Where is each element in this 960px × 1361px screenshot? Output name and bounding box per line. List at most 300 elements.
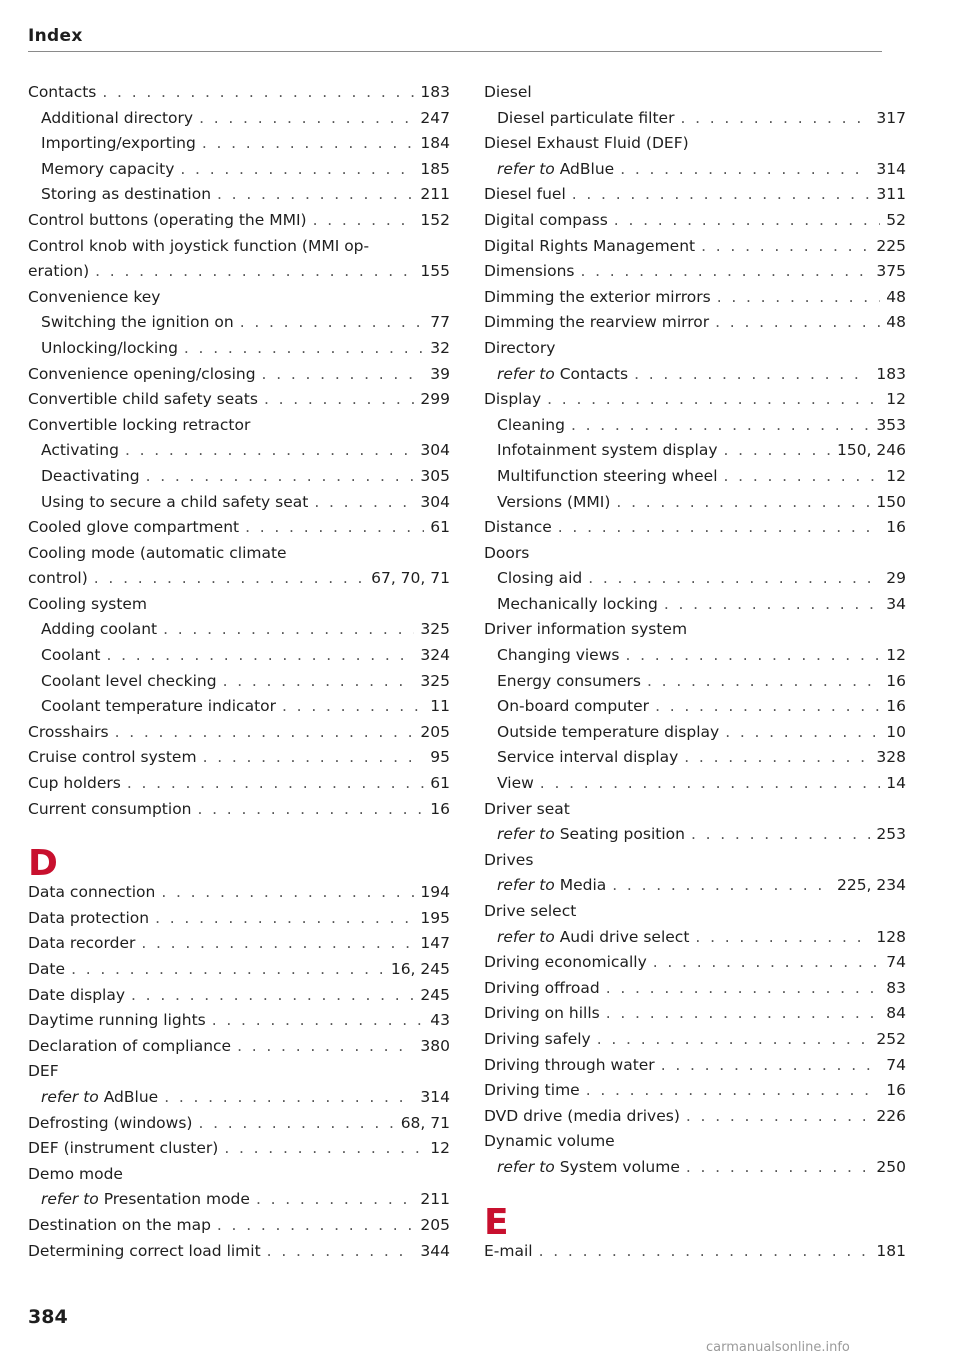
index-entry — [28, 771, 450, 797]
index-subentry — [484, 643, 906, 669]
index-entry — [28, 797, 450, 823]
entry-page-ref: 84 — [886, 1004, 906, 1023]
entry-text: Current consumption — [28, 799, 192, 818]
dot-leader — [588, 566, 880, 592]
entry-page-ref: 61 — [430, 774, 450, 793]
dot-leader — [684, 745, 870, 771]
entry-text: Coolant — [41, 646, 101, 665]
entry-page-ref: 52 — [886, 210, 906, 229]
entry-text: AdBlue — [103, 1087, 159, 1106]
entry-label — [484, 950, 647, 976]
entry-page-ref: 314 — [420, 1087, 450, 1106]
index-entry — [484, 1001, 906, 1027]
entry-page-ref: 74 — [886, 953, 906, 972]
dot-leader — [198, 797, 425, 823]
dot-leader — [724, 438, 831, 464]
entry-text: Data protection — [28, 908, 150, 927]
dot-leader — [558, 515, 880, 541]
dot-leader — [634, 362, 870, 388]
index-heading: Doors — [484, 543, 530, 562]
dot-leader — [180, 157, 414, 183]
dot-leader — [102, 80, 414, 106]
entry-text: On-board computer — [497, 697, 650, 716]
entry-label — [28, 745, 197, 771]
entry-text: Date display — [28, 985, 126, 1004]
entry-page-ref: 43 — [430, 1011, 450, 1030]
entry-text: Control buttons (operating the MMI) — [28, 210, 307, 229]
entry-page-ref: 195 — [420, 908, 450, 927]
index-heading: Directory — [484, 338, 556, 357]
index-heading: Dynamic volume — [484, 1132, 615, 1151]
index-entry — [28, 208, 450, 234]
index-subentry — [28, 157, 450, 183]
entry-text: Driving offroad — [484, 978, 600, 997]
entry-label — [41, 669, 217, 695]
dot-leader — [163, 617, 414, 643]
dot-leader — [202, 131, 415, 157]
entry-page-ref: 16, 245 — [390, 960, 450, 978]
entry-page-ref: 211 — [420, 1190, 450, 1209]
dot-leader — [217, 1213, 415, 1239]
entry-page-ref: 39 — [430, 364, 450, 383]
entry-text: Mechanically locking — [497, 594, 658, 613]
entry-page-ref: 10 — [886, 722, 906, 741]
entry-text: Defrosting (windows) — [28, 1113, 193, 1132]
index-entry — [484, 950, 906, 976]
entry-page-ref: 12 — [430, 1139, 450, 1158]
entry-text: Activating — [41, 441, 119, 460]
dot-leader — [616, 490, 870, 516]
index-subentry — [28, 336, 450, 362]
entry-text: control) — [28, 569, 88, 588]
dot-leader — [212, 1008, 425, 1034]
index-entry — [28, 931, 450, 957]
entry-page-ref: 183 — [420, 83, 450, 101]
entry-label — [484, 1027, 591, 1053]
entry-text: Data recorder — [28, 934, 136, 953]
index-subentry — [484, 771, 906, 797]
index-heading: Cooling system — [28, 594, 148, 613]
entry-text: Additional directory — [41, 108, 194, 127]
entry-page-ref: 16 — [886, 518, 906, 537]
dot-leader — [314, 490, 414, 516]
index-entry — [484, 234, 906, 260]
dot-leader — [701, 234, 870, 260]
dot-leader — [661, 1053, 881, 1079]
entry-text: Dimensions — [484, 262, 575, 281]
entry-label — [28, 983, 125, 1009]
entry-text: Presentation mode — [103, 1190, 250, 1209]
index-subentry — [484, 464, 906, 490]
entry-text: Unlocking/locking — [41, 338, 178, 357]
entry-text: Display — [484, 390, 542, 409]
index-subentry — [484, 566, 906, 592]
entry-label — [484, 310, 709, 336]
entry-text: Diesel fuel — [484, 185, 566, 204]
entry-text: Data connection — [28, 883, 156, 902]
entry-text: Coolant temperature indicator — [41, 697, 277, 716]
entry-label — [497, 822, 685, 848]
entry-label — [484, 234, 695, 260]
entry-text: Cooled glove compartment — [28, 518, 240, 537]
entry-text: Digital compass — [484, 210, 608, 229]
dot-leader — [686, 1155, 871, 1181]
entry-label — [484, 515, 552, 541]
entry-page-ref: 328 — [876, 748, 906, 767]
entry-page-ref: 11 — [430, 697, 450, 716]
entry-text: DVD drive (media drives) — [484, 1106, 680, 1125]
entry-label — [28, 566, 88, 592]
entry-text: Changing views — [497, 646, 620, 665]
entry-page-ref: 34 — [886, 594, 906, 613]
dot-leader — [256, 1187, 414, 1213]
index-subentry — [484, 413, 906, 439]
entry-page-ref: 344 — [420, 1241, 450, 1260]
index-heading: DEF — [28, 1062, 59, 1081]
entry-label — [28, 720, 109, 746]
entry-page-ref: 194 — [420, 883, 450, 902]
entry-text: Diesel particulate filter — [497, 108, 675, 127]
index-heading: Driver information system — [484, 620, 688, 639]
index-entry — [484, 1027, 906, 1053]
index-entry — [484, 208, 906, 234]
dot-leader — [717, 285, 881, 311]
dot-leader — [664, 592, 880, 618]
page-number: 384 — [28, 1306, 68, 1328]
entry-label — [497, 438, 718, 464]
entry-page-ref: 29 — [886, 569, 906, 588]
dot-leader — [164, 1085, 414, 1111]
entry-text: Versions (MMI) — [497, 492, 611, 511]
entry-label — [484, 1078, 580, 1104]
index-subentry — [484, 362, 906, 388]
dot-leader — [655, 694, 880, 720]
entry-text: Driving time — [484, 1081, 580, 1100]
entry-label — [28, 906, 149, 932]
index-subentry — [484, 745, 906, 771]
entry-text: Date — [28, 960, 66, 978]
entry-label — [28, 515, 239, 541]
index-heading: Diesel Exhaust Fluid (DEF) — [484, 134, 689, 153]
entry-text: Closing aid — [497, 569, 583, 588]
index-entry — [28, 1034, 450, 1060]
entry-text: Adding coolant — [41, 620, 158, 639]
index-heading: Control knob with joystick function (MMI op- — [28, 236, 370, 255]
entry-page-ref: 314 — [876, 159, 906, 178]
dot-leader — [125, 438, 414, 464]
entry-page-ref: 32 — [430, 338, 450, 357]
index-heading: Convenience key — [28, 287, 161, 306]
dot-leader — [606, 976, 881, 1002]
index-heading: Driver seat — [484, 799, 570, 818]
entry-page-ref: 245 — [420, 985, 450, 1004]
entry-text: Driving economically — [484, 953, 647, 972]
dot-leader — [94, 566, 365, 592]
refer-to-text: refer to — [497, 876, 555, 895]
entry-text: DEF (instrument cluster) — [28, 1139, 219, 1158]
entry-text: Contacts — [559, 364, 629, 383]
entry-page-ref: 324 — [420, 646, 450, 665]
entry-text: Energy consumers — [497, 671, 642, 690]
entry-label — [497, 720, 719, 746]
dot-leader — [647, 669, 880, 695]
dot-leader — [155, 906, 414, 932]
entry-label — [497, 362, 628, 388]
entry-text: Convenience opening/closing — [28, 364, 256, 383]
refer-to-text: refer to — [41, 1190, 99, 1209]
dot-leader — [141, 931, 414, 957]
entry-text: Contacts — [28, 83, 97, 101]
entry-text: Outside temperature display — [497, 722, 720, 741]
index-entry — [28, 259, 450, 285]
entry-page-ref: 253 — [876, 825, 906, 844]
entry-label — [41, 310, 234, 336]
index-subentry — [28, 617, 450, 643]
entry-label — [41, 438, 119, 464]
entry-label — [497, 1155, 680, 1181]
entry-label — [41, 1187, 250, 1213]
dot-leader — [115, 720, 415, 746]
refer-to-text: refer to — [497, 927, 555, 946]
entry-label — [28, 1034, 231, 1060]
entry-label — [497, 694, 649, 720]
entry-text: Daytime running lights — [28, 1011, 206, 1030]
entry-label — [484, 259, 574, 285]
dot-leader — [620, 157, 870, 183]
entry-text: Cruise control system — [28, 748, 197, 767]
index-subentry — [28, 1187, 450, 1213]
dot-leader — [131, 983, 414, 1009]
index-subentry — [28, 182, 450, 208]
entry-label — [41, 694, 276, 720]
entry-page-ref: 68, 71 — [400, 1113, 450, 1132]
entry-page-ref: 380 — [420, 1036, 450, 1055]
entry-label — [28, 80, 96, 106]
entry-text: Media — [559, 876, 607, 895]
entry-text: Importing/exporting — [41, 134, 196, 153]
dot-leader — [725, 720, 880, 746]
refer-to-text: refer to — [497, 1157, 555, 1176]
page-header-title: Index — [28, 26, 83, 46]
index-heading: Convertible locking retractor — [28, 415, 251, 434]
dot-leader — [614, 208, 880, 234]
index-entry — [28, 745, 450, 771]
entry-text: Driving through water — [484, 1055, 655, 1074]
entry-label — [28, 957, 65, 983]
index-subentry — [484, 157, 906, 183]
dot-leader — [161, 880, 414, 906]
dot-leader — [313, 208, 415, 234]
entry-page-ref: 48 — [886, 287, 906, 306]
entry-label — [484, 976, 600, 1002]
index-subentry — [28, 669, 450, 695]
index-subentry — [484, 669, 906, 695]
index-subentry — [28, 1085, 450, 1111]
entry-text: AdBlue — [559, 159, 615, 178]
index-entry — [28, 566, 450, 592]
index-entry — [484, 387, 906, 413]
entry-page-ref: 95 — [430, 748, 450, 767]
entry-page-ref: 16 — [886, 1081, 906, 1100]
index-subentry — [28, 643, 450, 669]
entry-label — [41, 131, 196, 157]
entry-label — [484, 387, 541, 413]
entry-label — [41, 106, 193, 132]
entry-text: Driving safely — [484, 1029, 591, 1048]
entry-label — [484, 1104, 680, 1130]
index-subentry — [484, 490, 906, 516]
entry-page-ref: 150 — [876, 492, 906, 511]
index-heading: Demo mode — [28, 1164, 123, 1183]
dot-leader — [184, 336, 424, 362]
entry-label — [497, 490, 610, 516]
entry-text: Coolant level checking — [41, 671, 217, 690]
entry-page-ref: 211 — [420, 185, 450, 204]
entry-text: Seating position — [559, 825, 685, 844]
index-entry — [484, 976, 906, 1002]
entry-text: Audi drive select — [559, 927, 690, 946]
entry-text: Storing as destination — [41, 185, 212, 204]
entry-page-ref: 147 — [420, 934, 450, 953]
entry-page-ref: 16 — [886, 697, 906, 716]
section-letter: D — [28, 843, 58, 885]
entry-label — [497, 566, 582, 592]
index-entry — [484, 1053, 906, 1079]
entry-label — [41, 157, 174, 183]
entry-page-ref: 184 — [420, 134, 450, 153]
index-subentry — [484, 720, 906, 746]
index-heading: Drive select — [484, 902, 577, 920]
dot-leader — [597, 1027, 871, 1053]
entry-label — [497, 669, 641, 695]
entry-label — [497, 106, 674, 132]
entry-label — [28, 259, 89, 285]
index-subentry — [28, 694, 450, 720]
entry-label — [28, 1008, 206, 1034]
entry-text: eration) — [28, 262, 90, 281]
index-entry — [484, 1239, 906, 1265]
index-entry — [28, 880, 450, 906]
entry-page-ref: 375 — [876, 262, 906, 281]
entry-page-ref: 181 — [876, 1241, 906, 1260]
entry-text: E-mail — [484, 1241, 533, 1260]
index-entry — [28, 1111, 450, 1137]
entry-text: Multifunction steering wheel — [497, 466, 718, 485]
index-entry — [28, 957, 450, 983]
index-subentry — [28, 490, 450, 516]
entry-page-ref: 305 — [420, 466, 450, 485]
entry-page-ref: 150, 246 — [836, 441, 906, 460]
entry-label — [41, 182, 211, 208]
entry-page-ref: 317 — [876, 108, 906, 127]
dot-leader — [539, 1239, 871, 1265]
dot-leader — [547, 387, 880, 413]
entry-text: Cup holders — [28, 774, 121, 793]
index-entry — [28, 1136, 450, 1162]
entry-page-ref: 77 — [430, 313, 450, 332]
index-entry — [28, 515, 450, 541]
index-entry — [28, 80, 450, 106]
dot-leader — [625, 643, 880, 669]
entry-page-ref: 250 — [876, 1157, 906, 1176]
entry-text: Deactivating — [41, 466, 140, 485]
index-entry — [28, 906, 450, 932]
entry-page-ref: 61 — [430, 518, 450, 537]
index-entry — [484, 285, 906, 311]
entry-label — [497, 413, 565, 439]
index-entry — [484, 259, 906, 285]
index-column-left — [28, 80, 450, 1264]
entry-text: Switching the ignition on — [41, 313, 234, 332]
index-entry — [484, 1104, 906, 1130]
entry-label — [41, 1085, 158, 1111]
dot-leader — [653, 950, 881, 976]
entry-text: Distance — [484, 518, 552, 537]
entry-page-ref: 304 — [420, 492, 450, 511]
entry-text: Infotainment system display — [497, 441, 718, 460]
dot-leader — [264, 387, 414, 413]
entry-label — [484, 208, 608, 234]
dot-leader — [198, 1111, 394, 1137]
entry-text: Declaration of compliance — [28, 1036, 232, 1055]
index-entry — [28, 983, 450, 1009]
dot-leader — [612, 873, 831, 899]
dot-leader — [282, 694, 424, 720]
index-subentry — [484, 438, 906, 464]
dot-leader — [580, 259, 870, 285]
dot-leader — [217, 182, 414, 208]
entry-page-ref: 304 — [420, 441, 450, 460]
entry-text: System volume — [559, 1157, 680, 1176]
index-subentry — [28, 106, 450, 132]
entry-label — [28, 880, 155, 906]
entry-label — [484, 285, 711, 311]
entry-page-ref: 12 — [886, 646, 906, 665]
entry-label — [28, 931, 135, 957]
entry-page-ref: 225 — [876, 236, 906, 255]
index-entry — [484, 182, 906, 208]
entry-text: View — [497, 774, 534, 793]
index-entry — [28, 1213, 450, 1239]
index-subentry — [28, 310, 450, 336]
entry-page-ref: 311 — [876, 185, 906, 204]
dot-leader — [95, 259, 414, 285]
index-entry — [484, 310, 906, 336]
dot-leader — [146, 464, 415, 490]
dot-leader — [262, 362, 425, 388]
index-entry — [28, 362, 450, 388]
dot-leader — [695, 925, 870, 951]
entry-text: Determining correct load limit — [28, 1241, 261, 1260]
dot-leader — [237, 1034, 414, 1060]
entry-page-ref: 225, 234 — [836, 876, 906, 895]
dot-leader — [572, 182, 871, 208]
entry-text: Cleaning — [497, 415, 565, 434]
dot-leader — [127, 771, 424, 797]
entry-label — [28, 797, 192, 823]
entry-label — [28, 1136, 218, 1162]
index-subentry — [28, 464, 450, 490]
entry-page-ref: 83 — [886, 978, 906, 997]
dot-leader — [686, 1104, 871, 1130]
dot-leader — [267, 1239, 415, 1265]
refer-to-text: refer to — [497, 159, 555, 178]
entry-page-ref: 152 — [420, 210, 450, 229]
entry-label — [28, 1239, 261, 1265]
index-subentry — [484, 873, 906, 899]
entry-page-ref: 353 — [876, 415, 906, 434]
entry-page-ref: 247 — [420, 108, 450, 127]
